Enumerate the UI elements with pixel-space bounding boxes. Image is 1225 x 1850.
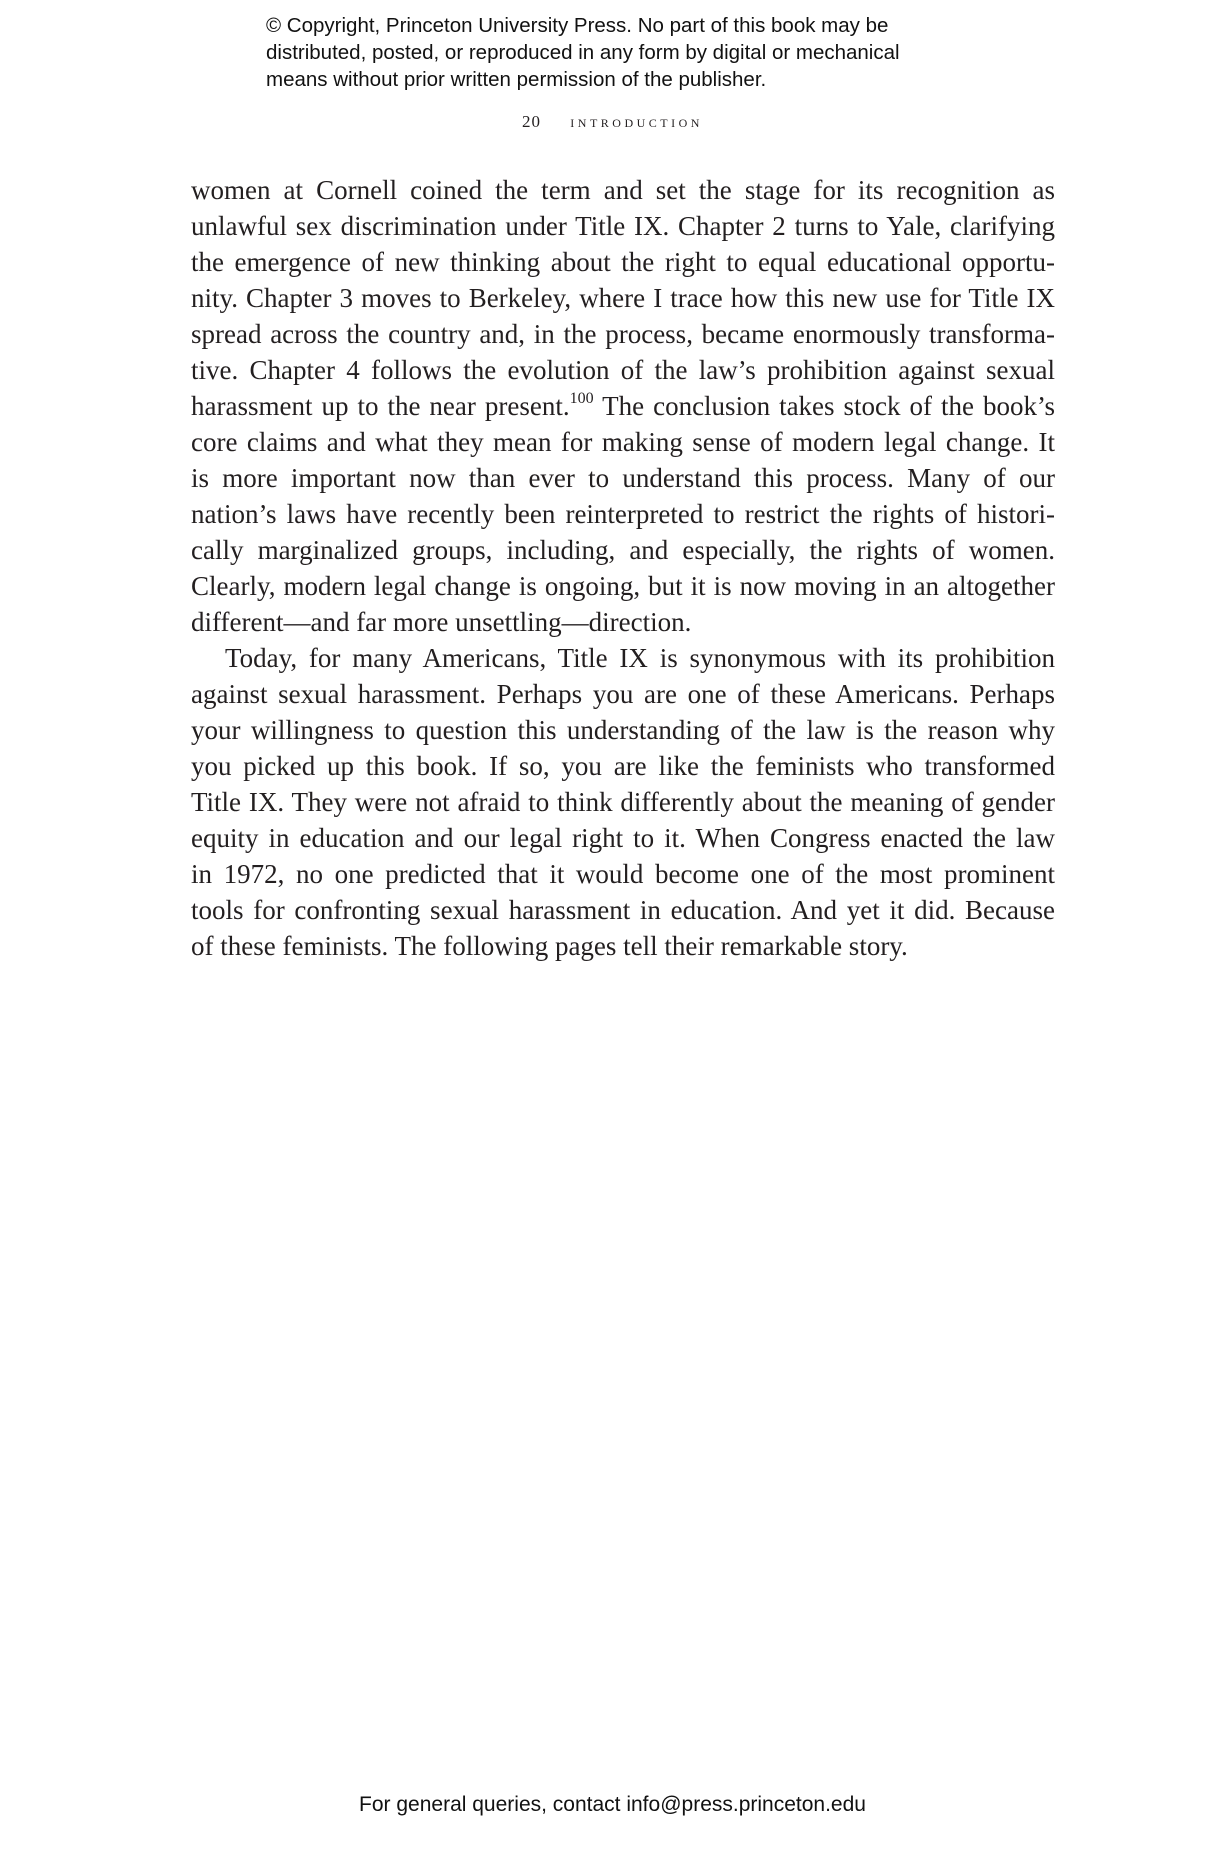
text-line: tive. Chapter 4 follows the evolution of the law’s prohibition against sexual xyxy=(191,355,1055,385)
copyright-notice xyxy=(266,12,986,93)
text-segment: harassment up to the near present. xyxy=(191,391,570,421)
text-line-with-footnote xyxy=(191,388,1055,424)
page-number: 20 xyxy=(522,112,542,131)
text-line: is more important now than ever to understand this process. Many of our xyxy=(191,463,1055,493)
copyright-line: distributed, posted, or reproduced in any form by digital or mechanical xyxy=(266,41,900,64)
footnote-reference[interactable]: 100 xyxy=(569,390,594,407)
copyright-line: means without prior written permission of the publisher. xyxy=(266,68,767,91)
body-text xyxy=(191,172,1055,964)
text-line: core claims and what they mean for making sense of modern legal change. It xyxy=(191,427,1055,457)
footer-contact: For general queries, contact info@press.princeton.edu xyxy=(359,1793,866,1816)
text-line: spread across the country and, in the process, became enormously transforma- xyxy=(191,319,1055,349)
paragraph xyxy=(191,640,1055,964)
text-line: tools for confronting sexual harassment in education. And yet it did. Because xyxy=(191,895,1055,925)
running-head xyxy=(0,112,1225,132)
section-title: introduction xyxy=(570,112,703,131)
text-line: Today, for many Americans, Title IX is synonymous with its prohibition xyxy=(225,643,1055,673)
text-line: women at Cornell coined the term and set the stage for its recognition as xyxy=(191,175,1055,205)
text-line: you picked up this book. If so, you are like the feminists who transformed xyxy=(191,751,1055,781)
copyright-line: © Copyright, Princeton University Press. No part of this book may be xyxy=(266,14,889,37)
text-line: nity. Chapter 3 moves to Berkeley, where I trace how this new use for Title IX xyxy=(191,283,1055,313)
text-line: unlawful sex discrimination under Title IX. Chapter 2 turns to Yale, clarifying xyxy=(191,211,1055,241)
text-line: your willingness to question this understanding of the law is the reason why xyxy=(191,715,1055,745)
text-line: nation’s laws have recently been reinterpreted to restrict the rights of histori- xyxy=(191,499,1055,529)
text-line: Title IX. They were not afraid to think differently about the meaning of gender xyxy=(191,787,1055,817)
text-line: of these feminists. The following pages tell their remarkable story. xyxy=(191,931,908,961)
text-line: equity in education and our legal right to it. When Congress enacted the law xyxy=(191,823,1055,853)
text-line: different—and far more unsettling—direction. xyxy=(191,607,692,637)
text-line: the emergence of new thinking about the right to equal educational opportu- xyxy=(191,247,1055,277)
text-segment: The conclusion takes stock of the book’s xyxy=(593,391,1056,421)
text-line: against sexual harassment. Perhaps you are one of these Americans. Perhaps xyxy=(191,679,1055,709)
paragraph xyxy=(191,172,1055,640)
text-line: in 1972, no one predicted that it would become one of the most prominent xyxy=(191,859,1055,889)
text-line: cally marginalized groups, including, and especially, the rights of women. xyxy=(191,535,1055,565)
text-line: Clearly, modern legal change is ongoing, but it is now moving in an altogether xyxy=(191,571,1055,601)
